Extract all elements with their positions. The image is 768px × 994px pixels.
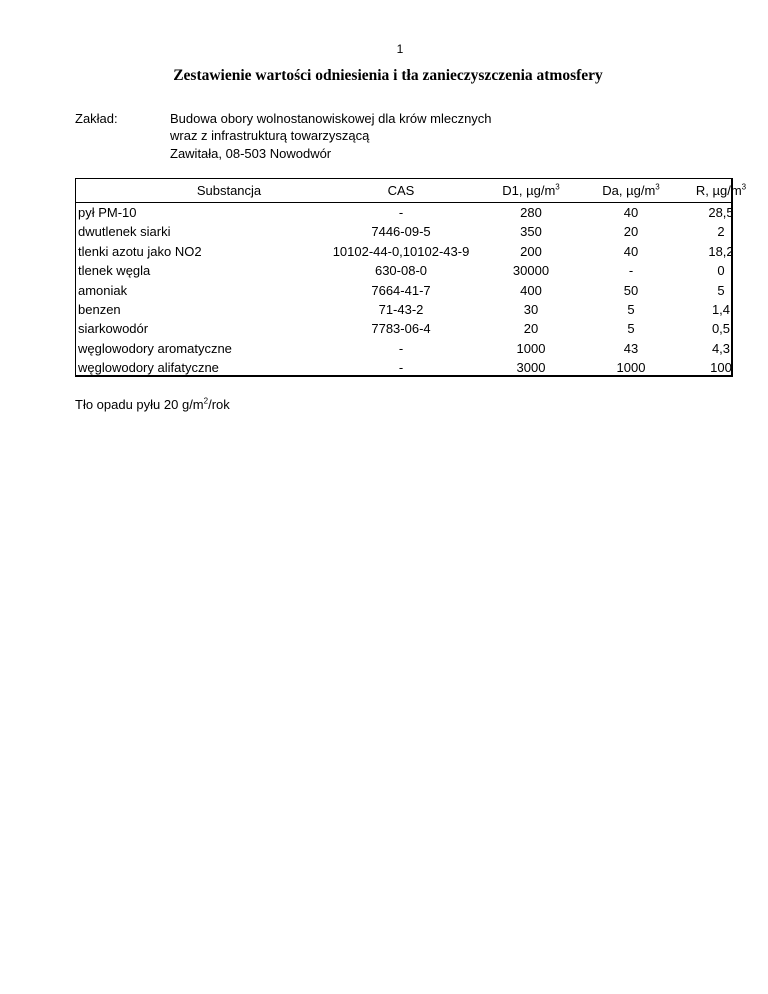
cell-da: 50 [623, 282, 639, 298]
cell-substance: siarkowodór [78, 321, 149, 337]
header-da: Da, $\mu g/m^3$ [602, 182, 660, 198]
cell-substance: dwutlenek siarki [78, 224, 171, 240]
cell-r: 5 [717, 282, 725, 298]
cell-da: 40 [623, 205, 639, 220]
cell-d1: 1000 [516, 340, 546, 356]
cell-substance: amoniak [78, 282, 128, 298]
cell-r: 0,5 [711, 321, 731, 337]
cell-d1: 20 [523, 321, 539, 337]
cell-substance: węglowodory alifatyczne [78, 360, 219, 376]
plant-label: Zakład: [75, 111, 118, 126]
header-cas: CAS [387, 183, 415, 198]
cell-da: 5 [627, 302, 635, 317]
page-number: 1 [396, 42, 404, 56]
cell-r: 18,2 [708, 243, 734, 259]
cell-cas: 71-43-2 [378, 302, 424, 317]
cell-r: 4,3 [711, 340, 731, 356]
cell-d1: 30 [523, 302, 539, 317]
cell-da: 20 [623, 224, 639, 240]
cell-r: 2 [717, 224, 725, 240]
cell-cas: 7446-09-5 [371, 224, 431, 240]
cell-cas: - [398, 360, 404, 376]
cell-da: 1000 [616, 360, 646, 376]
cell-cas: 7664-41-7 [371, 282, 431, 298]
cell-r: 100 [710, 360, 732, 376]
cell-d1: 200 [520, 243, 542, 259]
header-d1: D1, $\mu g/m^3$ [502, 182, 560, 198]
plant-line-3: Zawitała, 08-503 Nowodwór [170, 146, 332, 161]
cell-cas: 7783-06-4 [371, 321, 431, 337]
header-r: R, $\mu g/m^3$ [695, 182, 747, 198]
cell-substance: pył PM-10 [78, 205, 137, 220]
cell-d1: 350 [520, 224, 542, 240]
cell-substance: węglowodory aromatyczne [78, 340, 232, 356]
cell-cas: - [398, 205, 404, 220]
cell-r: 1,4 [711, 302, 731, 317]
dust-background-note: Tło opadu pyłu 20 $g/m^2$/rok [75, 396, 230, 412]
cell-da: 40 [623, 243, 639, 259]
cell-substance: tlenki azotu jako NO2 [78, 243, 202, 259]
cell-d1: 400 [520, 282, 542, 298]
cell-substance: tlenek węgla [78, 263, 151, 279]
cell-cas: 10102-44-0,10102-43-9 [332, 243, 470, 259]
header-substance: Substancja [196, 183, 262, 198]
plant-line-1: Budowa obory wolnostanowiskowej dla krów mlecznych [170, 111, 492, 126]
cell-substance: benzen [78, 302, 121, 317]
cell-r: 28,5 [708, 205, 734, 220]
cell-da: 5 [627, 321, 635, 337]
cell-da: - [628, 263, 634, 279]
cell-cas: 630-08-0 [374, 263, 428, 279]
cell-d1: 3000 [516, 360, 546, 376]
plant-line-2: wraz z infrastrukturą towarzyszącą [170, 128, 370, 143]
document-title: Zestawienie wartości odniesienia i tła zanieczyszczenia atmosfery [173, 67, 603, 84]
cell-da: 43 [623, 340, 639, 356]
cell-d1: 280 [520, 205, 542, 220]
reference-values-table [75, 178, 747, 377]
cell-r: 0 [717, 263, 725, 279]
cell-d1: 30000 [512, 263, 550, 279]
header-divider [76, 202, 731, 203]
cell-cas: - [398, 340, 404, 356]
